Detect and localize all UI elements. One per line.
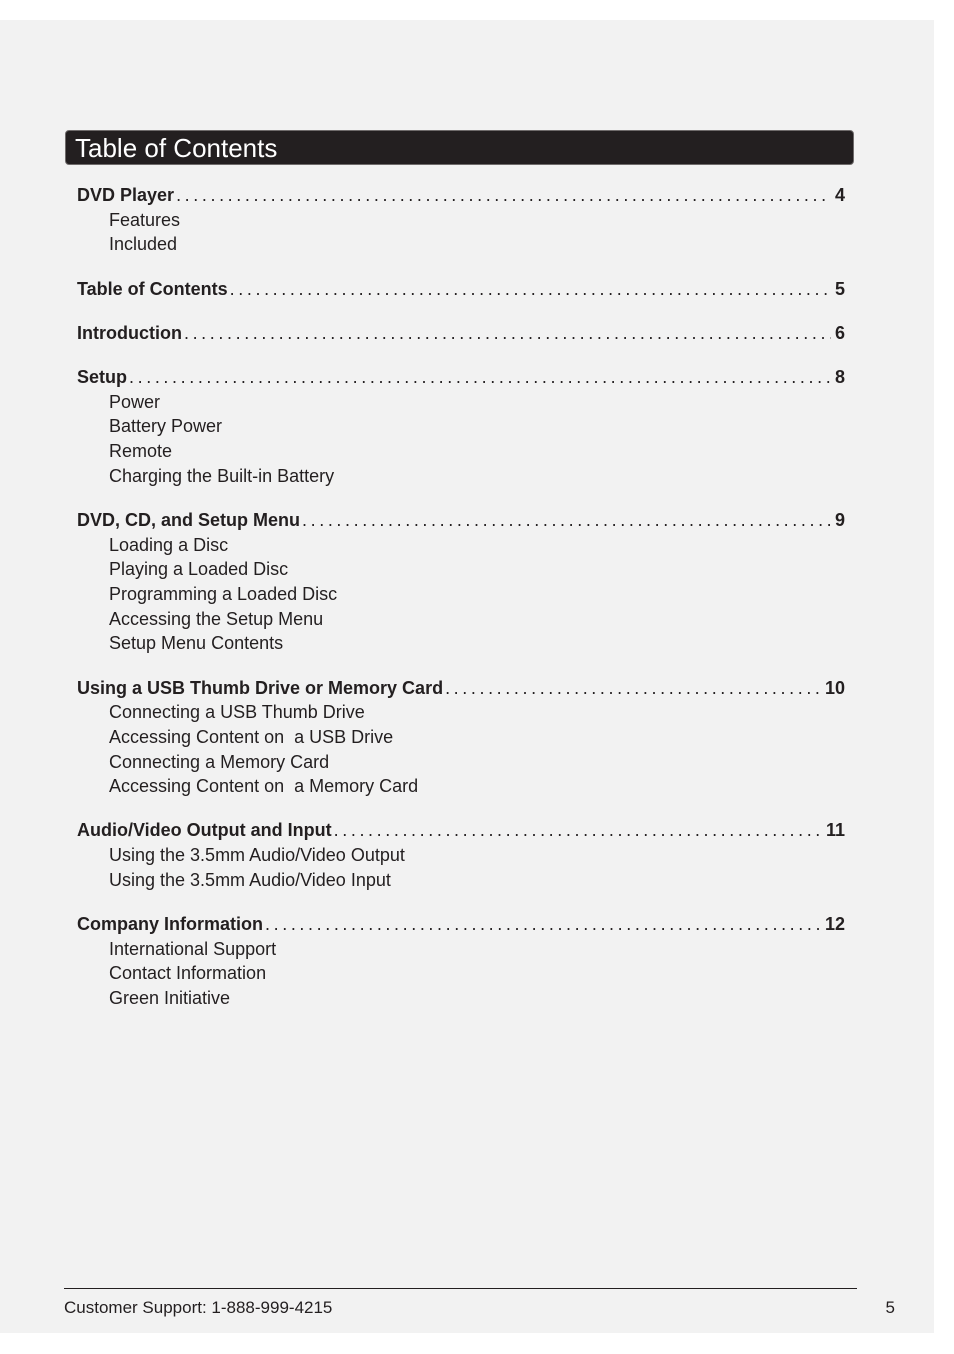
toc-entry[interactable] [77,365,845,390]
toc-entry-title: Using a USB Thumb Drive or Memory Card [77,677,444,698]
toc-section [77,183,845,257]
toc-subitem: Connecting a Memory Card [109,751,330,772]
toc-page-number: 8 [834,366,845,387]
toc-subitem: Setup Menu Contents [109,633,284,654]
toc-subitem: Green Initiative [109,988,231,1009]
toc-subitem: Playing a Loaded Disc [109,559,289,580]
dot-leader [129,365,831,390]
toc-page-number: 10 [824,677,845,698]
toc-entry-title: Audio/Video Output and Input [77,820,332,841]
toc-subitem: Power [109,391,161,412]
toc-section [77,365,845,488]
dot-leader [334,818,822,843]
toc-section [77,508,845,656]
dot-leader [176,183,831,208]
toc-page-number: 5 [834,278,845,299]
toc-page-number: 11 [825,820,845,841]
dot-leader [302,508,831,533]
toc-subitem: Accessing Content on a USB Drive [109,726,394,747]
toc-subitem: Included [109,234,178,255]
toc-page-number: 12 [824,914,845,934]
footer-support-text: Customer Support: 1-888-999-4215 [64,1298,333,1317]
toc-subitem: Programming a Loaded Disc [109,583,338,604]
toc-section [77,321,845,346]
toc-entry[interactable] [77,818,845,843]
toc-entry[interactable] [77,676,845,701]
toc-subitem: International Support [109,938,277,959]
toc-subitem: Accessing the Setup Menu [109,608,324,629]
dot-leader [184,321,831,346]
toc-entry-title: Company Information [77,914,264,934]
toc-entry-title: Introduction [77,322,182,343]
toc-subitem: Accessing Content on a Memory Card [109,776,419,797]
toc-entry-title: DVD, CD, and Setup Menu [77,509,301,530]
toc-section [77,818,845,892]
page-title: Table of Contents [75,133,278,163]
dot-leader [265,912,821,937]
toc-section [77,277,845,302]
toc-entry[interactable] [77,912,845,937]
toc-entry-title: Table of Contents [77,278,228,299]
footer-divider [64,1288,857,1289]
toc-subitem: Features [109,209,181,230]
toc-section [77,912,845,1011]
toc-subitem: Loading a Disc [109,534,229,555]
toc-subitem: Contact Information [109,963,267,984]
toc-subitem: Connecting a USB Thumb Drive [109,702,365,723]
toc-header-bar [65,130,854,165]
toc-subitem: Using the 3.5mm Audio/Video Input [109,869,391,890]
document-page [0,20,934,1333]
toc-subitem: Charging the Built-in Battery [109,465,335,486]
toc-entry-title: Setup [77,366,128,387]
toc-entry[interactable] [77,321,845,346]
toc-subitem: Using the 3.5mm Audio/Video Output [109,845,405,866]
toc-subitem: Remote [109,441,173,461]
toc-section [77,676,845,799]
toc-entry[interactable] [77,277,845,302]
toc-entry-title: DVD Player [77,185,175,205]
toc-entry[interactable] [77,508,845,533]
footer-page-number: 5 [885,1298,895,1317]
toc-subitem: Battery Power [109,416,223,437]
toc-page-number: 4 [834,185,845,205]
toc-page-number: 6 [834,322,845,343]
table-of-contents [77,183,845,1030]
dot-leader [445,676,821,701]
toc-entry[interactable] [77,183,845,208]
toc-page-number: 9 [834,509,845,530]
dot-leader [230,277,831,302]
